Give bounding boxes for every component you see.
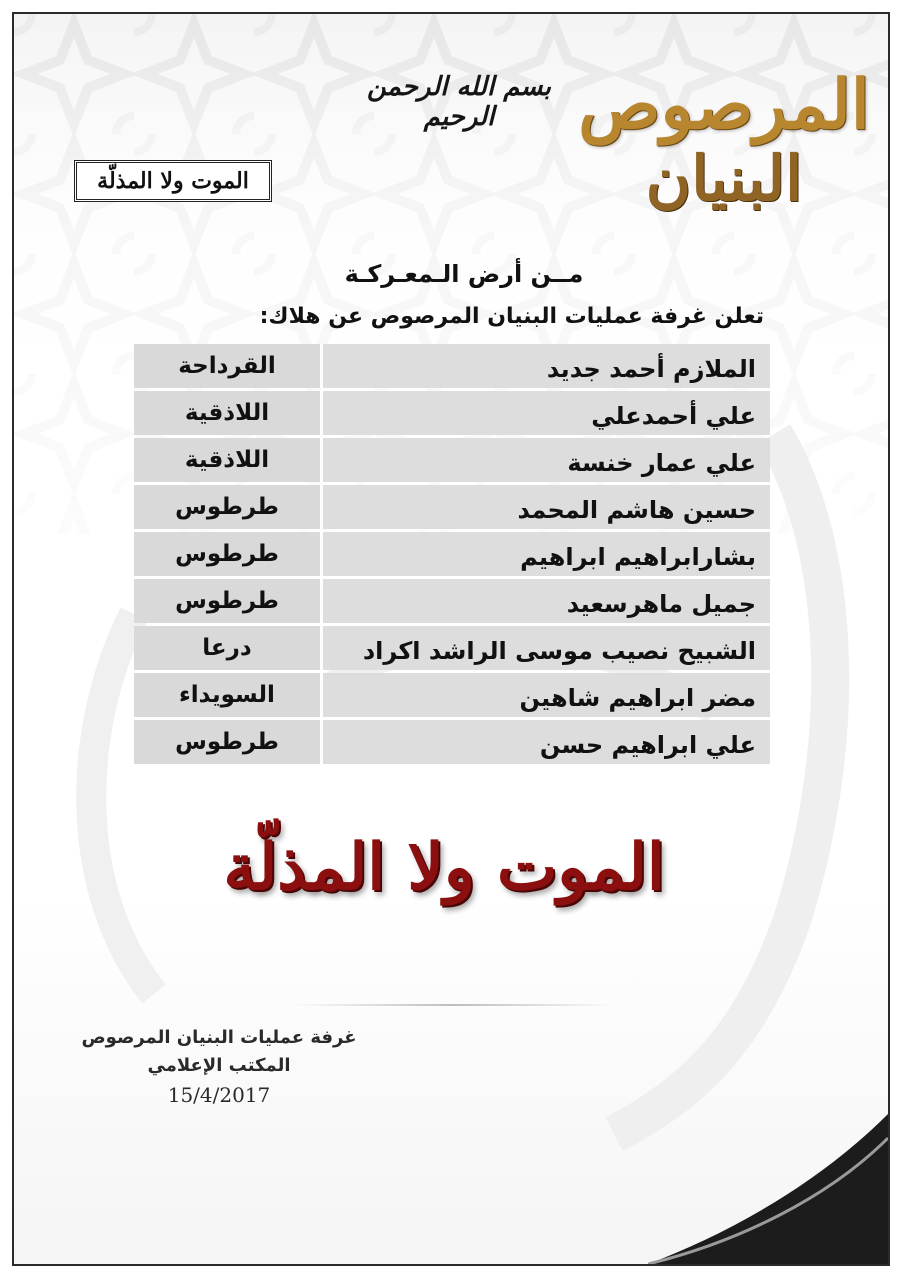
name-cell: علي عمار خنسة: [320, 438, 770, 482]
logo-line-2: البنيان: [645, 142, 803, 215]
corner-swoosh-decoration: [648, 1114, 888, 1264]
name-cell: حسين هاشم المحمد: [320, 485, 770, 529]
footer-org: غرفة عمليات البنيان المرصوص: [81, 1027, 357, 1048]
footer-signature: [74, 1024, 364, 1110]
slogan-box: الموت ولا المذلّة: [74, 160, 272, 202]
announcement-heading: مــن أرض الـمعـركـة: [344, 260, 584, 288]
name-cell: علي أحمدعلي: [320, 391, 770, 435]
table-row: [134, 626, 770, 670]
city-cell: اللاذقية: [134, 391, 320, 435]
city-cell: طرطوس: [134, 485, 320, 529]
table-row: [134, 391, 770, 435]
city-cell: طرطوس: [134, 532, 320, 576]
motto-calligraphy: الموت ولا المذلّة: [223, 830, 665, 905]
city-cell: السويداء: [134, 673, 320, 717]
names-table: [134, 344, 770, 767]
table-row: [134, 673, 770, 717]
table-row: [134, 532, 770, 576]
footer-date: 15/4/2017: [167, 1083, 271, 1107]
table-row: [134, 485, 770, 529]
brand-logo: [574, 46, 874, 226]
city-cell: طرطوس: [134, 579, 320, 623]
footer-divider: [294, 1004, 614, 1006]
city-cell: طرطوس: [134, 720, 320, 764]
name-cell: جميل ماهرسعيد: [320, 579, 770, 623]
poster-frame: [12, 12, 890, 1266]
name-cell: علي ابراهيم حسن: [320, 720, 770, 764]
table-row: [134, 720, 770, 764]
announcement-subheading: تعلن غرفة عمليات البنيان المرصوص عن هلاك:: [259, 304, 764, 329]
table-row: [134, 579, 770, 623]
table-row: [134, 344, 770, 388]
city-cell: القرداحة: [134, 344, 320, 388]
basmala-calligraphy: بسم الله الرحمن الرحيم: [367, 72, 551, 132]
footer-office: المكتب الإعلامي: [147, 1055, 291, 1076]
name-cell: بشارابراهيم ابراهيم: [320, 532, 770, 576]
city-cell: اللاذقية: [134, 438, 320, 482]
name-cell: مضر ابراهيم شاهين: [320, 673, 770, 717]
logo-line-1: المرصوص: [578, 65, 870, 145]
name-cell: الملازم أحمد جديد: [320, 344, 770, 388]
table-row: [134, 438, 770, 482]
city-cell: درعا: [134, 626, 320, 670]
name-cell: الشبيح نصيب موسى الراشد اكراد: [320, 626, 770, 670]
